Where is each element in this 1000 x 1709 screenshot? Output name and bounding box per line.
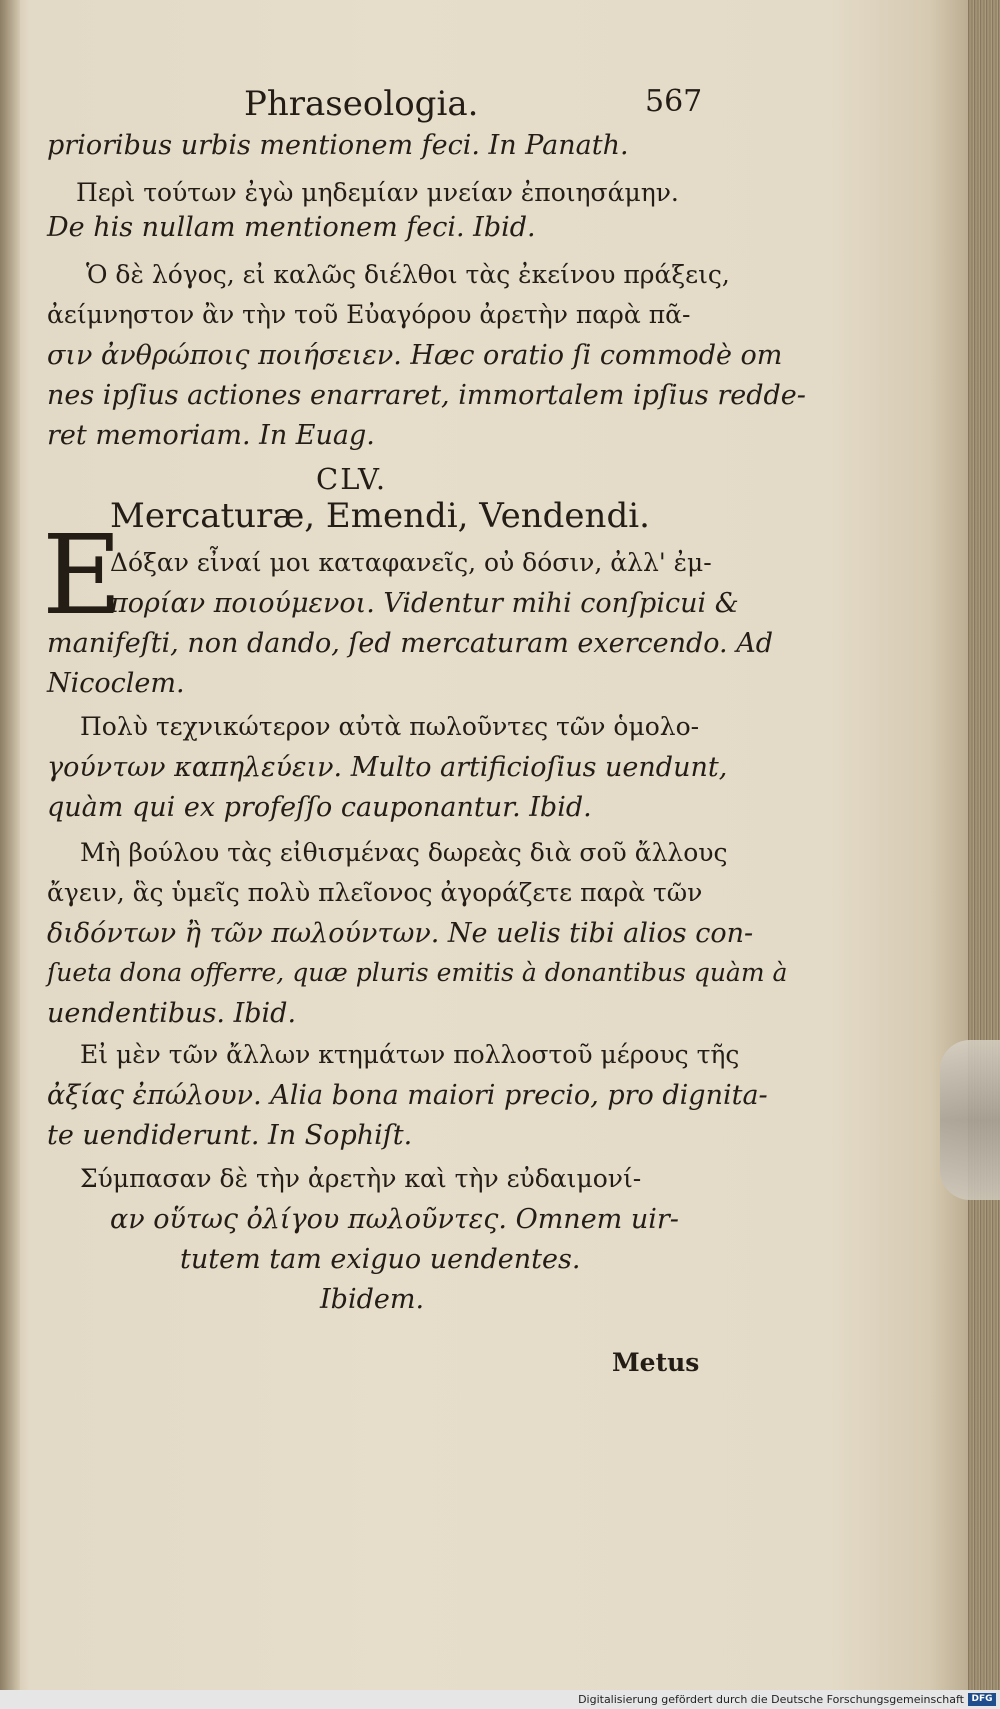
footer-credit: Digitalisierung gefördert durch die Deutsche Forschungsgemeinschaft [578, 1693, 964, 1706]
text-line: διδόντων ἢ τῶν πωλούντων. Ne uelis tibi alios con- [47, 918, 754, 949]
text-line: Πολὺ τεχνικώτερον αὐτὰ πωλοῦντες τῶν ὁμολο- [80, 712, 700, 741]
running-title: Phraseologia. [244, 84, 479, 124]
text-line: Nicoclem. [47, 668, 185, 699]
digitization-footer [0, 1690, 1000, 1709]
text-line: Ὁ δὲ λόγος, εἰ καλῶς διέλθοι τὰς ἐκείνου πράξεις, [86, 260, 730, 289]
text-line: Εἰ μὲν τῶν ἄλλων κτημάτων πολλοστοῦ μέρους τῆς [80, 1040, 740, 1069]
text-line: Δόξαν εἶναί μοι καταφανεῖς, οὐ δόσιν, ἀλλ' ἐμ- [110, 548, 712, 577]
text-line: tutem tam exiguo uendentes. [180, 1244, 581, 1275]
text-line: prioribus urbis mentionem feci. In Panath. [47, 130, 629, 161]
text-line: ἄγειν, ἃς ὑμεῖς πολὺ πλεῖονος ἀγοράζετε παρὰ τῶν [47, 878, 703, 907]
text-line: te uendiderunt. In Sophiſt. [47, 1120, 413, 1151]
text-line: Περὶ τούτων ἐγὼ μηδεμίαν μνείαν ἐποιησάμην. [76, 178, 679, 207]
text-line: manifeſti, non dando, ſed mercaturam exercendo. Ad [47, 628, 773, 659]
text-line: uendentibus. Ibid. [47, 998, 297, 1029]
text-line: σιν ἀνθρώποις ποιήσειεν. Hæc oratio ſi commodè om [47, 340, 783, 371]
text-line: Μὴ βούλου τὰς εἰθισμένας δωρεὰς διὰ σοῦ ἄλλους [80, 838, 728, 867]
text-line: ret memoriam. In Euag. [47, 420, 375, 451]
drop-cap: E [42, 511, 123, 639]
page-edges [968, 0, 1000, 1690]
text-line: ſueta dona offerre, quæ pluris emitis à donantibus quàm à [47, 958, 788, 987]
text-line: nes ipſius actiones enarraret, immortalem ipſius redde- [47, 380, 806, 411]
section-number: CLV. [316, 462, 388, 496]
text-line: De his nullam mentionem feci. Ibid. [47, 212, 536, 243]
text-line: Ibidem. [320, 1284, 425, 1315]
page-number: 567 [645, 84, 703, 119]
text-line: Σύμπασαν δὲ τὴν ἀρετὴν καὶ τὴν εὐδαιμονί- [80, 1164, 642, 1193]
binding-gutter [0, 0, 20, 1690]
text-line: ἀείμνηστον ἂν τὴν τοῦ Εὐαγόρου ἀρετὴν παρὰ πᾶ- [47, 300, 691, 329]
paper-clip [940, 1040, 1000, 1200]
text-line: quàm qui ex profeſſo cauponantur. Ibid. [47, 792, 592, 823]
dfg-logo-icon: DFG [968, 1693, 996, 1706]
text-line: αν οὕτως ὀλίγου πωλοῦντες. Omnem uir- [110, 1204, 679, 1235]
catchword: Metus [612, 1348, 700, 1377]
text-line: ἀξίας ἐπώλουν. Alia bona maiori precio, pro dignita- [47, 1080, 768, 1111]
text-line: πορίαν ποιούμενοι. Videntur mihi conſpicui & [110, 588, 739, 619]
section-title: Mercaturæ, Emendi, Vendendi. [110, 496, 650, 536]
text-line: γούντων καπηλεύειν. Multo artificioſius uendunt, [47, 752, 728, 783]
